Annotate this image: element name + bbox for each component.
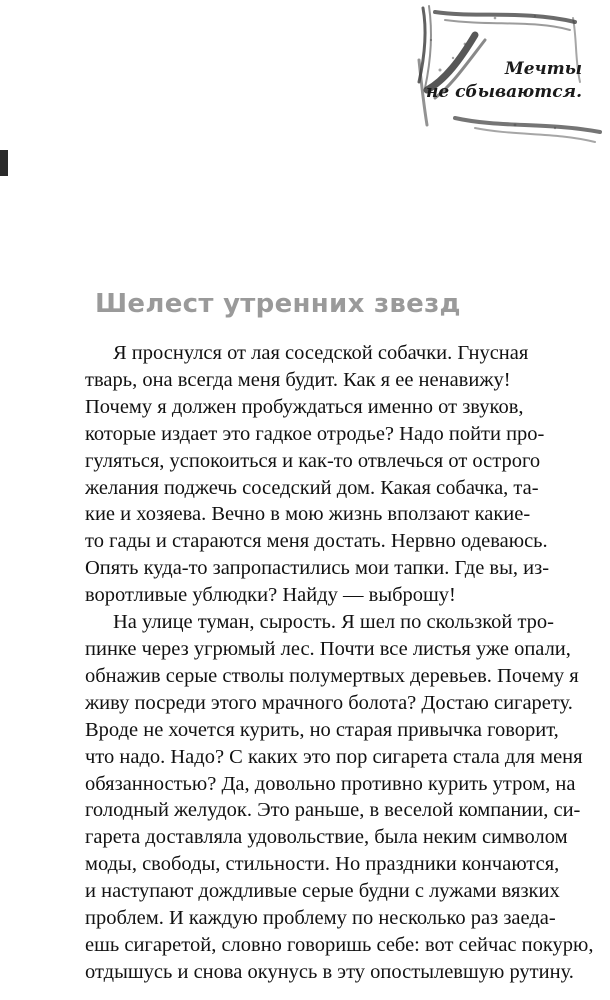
text-line: тварь, она всегда меня будит. Как я ее ненавижу! <box>85 368 511 391</box>
text-line: Я проснулся от лая соседской собачки. Гнусная <box>113 342 529 364</box>
text-line: то гады и стараются меня достать. Нервно одеваюсь. <box>85 530 548 553</box>
text-line: желания поджечь соседский дом. Какая собачка, та- <box>85 476 539 499</box>
text-line: голодный желудок. Это раньше, в веселой компании, си- <box>85 799 581 822</box>
header-note-line-1: Мечты <box>504 59 582 79</box>
text-line: воротливые ублюдки? Найду — выброшу! <box>85 584 456 607</box>
text-line: моды, свободы, стильности. Но праздники кончаются, <box>85 853 560 876</box>
paragraph-1 <box>85 340 610 609</box>
text-line: и наступают дождливые серые будни с лужами вязких <box>85 880 560 903</box>
chapter-title: Шелест утренних звезд <box>95 289 461 319</box>
page-edge-mark <box>0 150 8 176</box>
text-line: что надо. Надо? С каких это пор сигарета стала для меня <box>85 745 583 768</box>
paragraph-2 <box>85 609 610 986</box>
text-line: Почему я должен пробуждаться именно от звуков, <box>85 395 524 418</box>
running-header <box>426 58 582 104</box>
text-line: Вроде не хочется курить, но старая привычка говорит, <box>85 718 559 741</box>
body-text <box>85 340 610 986</box>
header-note-line-2: не сбываются. <box>425 82 582 102</box>
text-line: проблем. И каждую проблему по несколько раз заеда- <box>85 907 556 930</box>
text-line: Опять куда-то запропастились мои тапки. Где вы, из- <box>85 557 550 580</box>
text-line: пинке через угрюмый лес. Почти все листья уже опали, <box>85 637 571 660</box>
text-line: гарета доставляла удовольствие, была неким символом <box>85 826 568 849</box>
text-line: На улице туман, сырость. Я шел по скользкой тро- <box>113 611 554 634</box>
text-line: гуляться, успокоиться и как-то отвлечься от острого <box>85 449 541 472</box>
text-line: ешь сигаретой, словно говоришь себе: вот сейчас покурю, <box>85 933 594 956</box>
text-line: обнажив серые стволы полумертвых деревьев. Почему я <box>85 664 579 687</box>
text-line: отдышусь и снова окунусь в эту опостылевшую рутину. <box>85 960 574 983</box>
text-line: кие и хозяева. Вечно в мою жизнь вползают какие- <box>85 503 531 526</box>
text-line: живу посреди этого мрачного болота? Достаю сигарету. <box>85 691 573 714</box>
text-line: обязанностью? Да, довольно противно курить утром, на <box>85 772 576 795</box>
text-line: которые издает это гадкое отродье? Надо пойти про- <box>85 422 545 445</box>
